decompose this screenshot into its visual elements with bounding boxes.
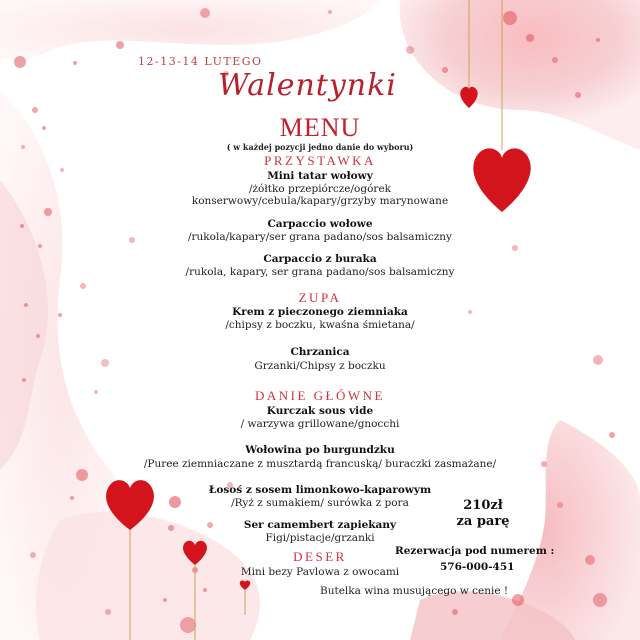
dish-name: Carpaccio wołowe bbox=[267, 218, 373, 230]
dish-desc: /Ryż z sumakiem/ surówka z pora bbox=[231, 497, 409, 509]
dish-desc: Mini bezy Pavlowa z owocami bbox=[240, 566, 400, 578]
dish-desc: /Puree ziemniaczane z musztardą francuską/ buraczki zasmażane/ bbox=[143, 458, 497, 470]
price-box bbox=[455, 498, 511, 530]
dish-desc: /rukola, kapary, ser grana padano/sos balsamiczny bbox=[185, 266, 455, 278]
dish-desc: /chipsy z boczku, kwaśna śmietana/ bbox=[225, 319, 415, 331]
dish-name: Krem z pieczonego ziemniaka bbox=[232, 306, 408, 318]
dish-name: Łosoś z sosem limonkowo-kaparowym bbox=[208, 484, 432, 496]
dish-desc: / warzywa grillowane/gnocchi bbox=[240, 418, 400, 430]
dish-desc: /żółtko przepiórcze/ogórek bbox=[248, 183, 392, 195]
choice-note: ( w każdej pozycji jedno danie do wyboru) bbox=[226, 142, 414, 152]
reservation-phone: 576-000-451 bbox=[440, 561, 515, 573]
menu-title: MENU bbox=[279, 113, 361, 142]
event-dates: 12-13-14 LUTEGO bbox=[138, 55, 263, 68]
section-title-danie-glowne: DANIE GŁÓWNE bbox=[254, 388, 385, 403]
dish-name: Chrzanica bbox=[290, 346, 350, 358]
dish-desc: konserwowy/cebula/kapary/grzyby marynowane bbox=[191, 195, 449, 207]
dish-name: Ser camembert zapiekany bbox=[243, 519, 397, 531]
script-title: Walentynki bbox=[218, 68, 397, 103]
section-title-deser: DESER bbox=[293, 549, 347, 564]
dish-name: Carpaccio z buraka bbox=[263, 253, 377, 265]
dish-desc: Figi/pistacje/grzanki bbox=[265, 532, 375, 544]
dish-name: Wołowina po burgundzku bbox=[245, 444, 395, 456]
price-unit: za parę bbox=[456, 514, 510, 529]
reservation-label: Rezerwacja pod numerem : bbox=[395, 545, 555, 557]
dish-desc: Grzanki/Chipsy z boczku bbox=[254, 360, 386, 372]
dish-name: Mini tatar wołowy bbox=[267, 170, 373, 182]
price-amount: 210zł bbox=[463, 498, 503, 513]
wine-note: Butelka wina musującego w cenie ! bbox=[320, 585, 509, 597]
dish-desc: /rukola/kapary/ser grana padano/sos balsamiczny bbox=[187, 231, 452, 243]
section-title-zupa: ZUPA bbox=[298, 290, 342, 305]
dish-name: Kurczak sous vide bbox=[266, 405, 374, 417]
section-title-przystawka: PRZYSTAWKA bbox=[264, 153, 376, 168]
